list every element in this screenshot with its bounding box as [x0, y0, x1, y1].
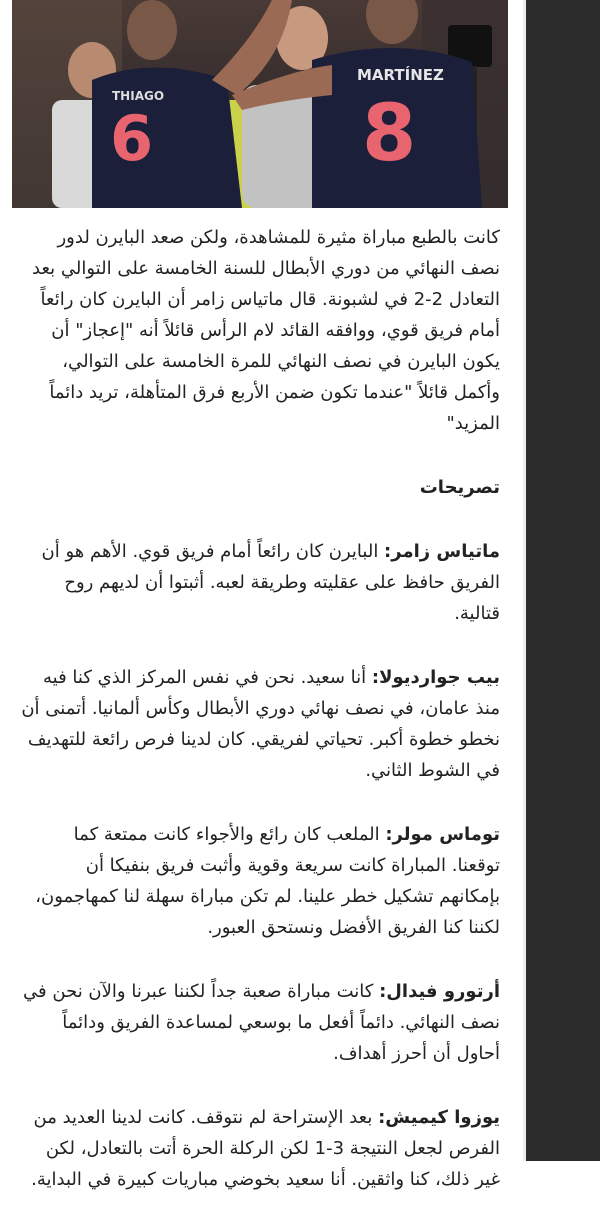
- quote-paragraph: [20, 662, 500, 786]
- quote-paragraph: [20, 536, 500, 629]
- quote-speaker: توماس مولر:: [385, 824, 500, 845]
- side-panel: [526, 0, 600, 1161]
- quote-speaker: بيب جوارديولا:: [371, 667, 500, 688]
- quote-paragraph: [20, 1102, 500, 1195]
- quote-text: كانت مباراة صعبة جداً لكننا عبرنا والآن نحن في نصف النهائي. دائماً أفعل ما بوسعي لمساعدة الفريق ودائماً أحاول أن أحرز أهداف.: [23, 981, 500, 1064]
- quote-speaker: يوزوا كيميش:: [378, 1107, 500, 1128]
- article-photo: [12, 0, 508, 208]
- statements-heading: تصريحات: [419, 477, 500, 498]
- article-body: [20, 222, 500, 1228]
- quote-text: البايرن كان رائعاً أمام فريق قوي. الأهم هو أن الفريق حافظ على عقليته وطريقة لعبه. أثبتوا أن لديهم روح قتالية.: [41, 541, 500, 624]
- intro-paragraph: كانت بالطبع مباراة مثيرة للمشاهدة، ولكن صعد البايرن لدور نصف النهائي من دوري الأبطال للسنة الخامسة على التوالي بعد التعادل 2-2 في لشبونة. قال ماتياس زامر أن البايرن كان رائعاً أمام فريق قوي، ووافقه القائد لام الرأس قائلاً أنه "إعجاز" أن يكون البايرن في نصف النهائي للمرة الخامسة على التوالي، وأكمل قائلاً "عندما تكون ضمن الأربع فرق المتأهلة، تريد دائماً المزيد": [32, 227, 500, 434]
- right-player-name: MARTÍNEZ: [357, 66, 444, 84]
- quote-paragraph: [20, 819, 500, 943]
- quote-text: الملعب كان رائع والأجواء كانت ممتعة كما توقعنا. المباراة كانت سريعة وقوية وأثبت فريق بنفيكا أن بإمكانهم تشكيل خطر علينا. لم تكن مباراة سهلة لنا كمهاجمون، لكننا كنا الفريق الأفضل ونستحق العبور.: [35, 824, 500, 938]
- quote-text: أنا سعيد. نحن في نفس المركز الذي كنا فيه منذ عامان، في نصف نهائي دوري الأبطال وكأس ألمانيا. أتمنى أن نخطو خطوة أكبر. تحياتي لفريقي. كان لدينا فرص رائعة للتهديف في الشوط الثاني.: [21, 667, 500, 781]
- quote-text: بعد الإستراحة لم نتوقف. كانت لدينا العديد من الفرص لجعل النتيجة 3-1 لكن الركلة الحرة أتت بالتعادل، لكن غير ذلك، كنا واثقين. أنا سعيد بخوضي مباريات كبيرة في البداية.: [31, 1107, 500, 1190]
- quote-paragraph: [20, 976, 500, 1069]
- right-player-number: 8: [362, 89, 417, 179]
- left-player-name: THIAGO: [112, 89, 165, 103]
- quote-speaker: أرتورو فيدال:: [379, 981, 500, 1002]
- quote-speaker: ماتياس زامر:: [384, 541, 500, 562]
- left-player-number: 6: [110, 102, 154, 175]
